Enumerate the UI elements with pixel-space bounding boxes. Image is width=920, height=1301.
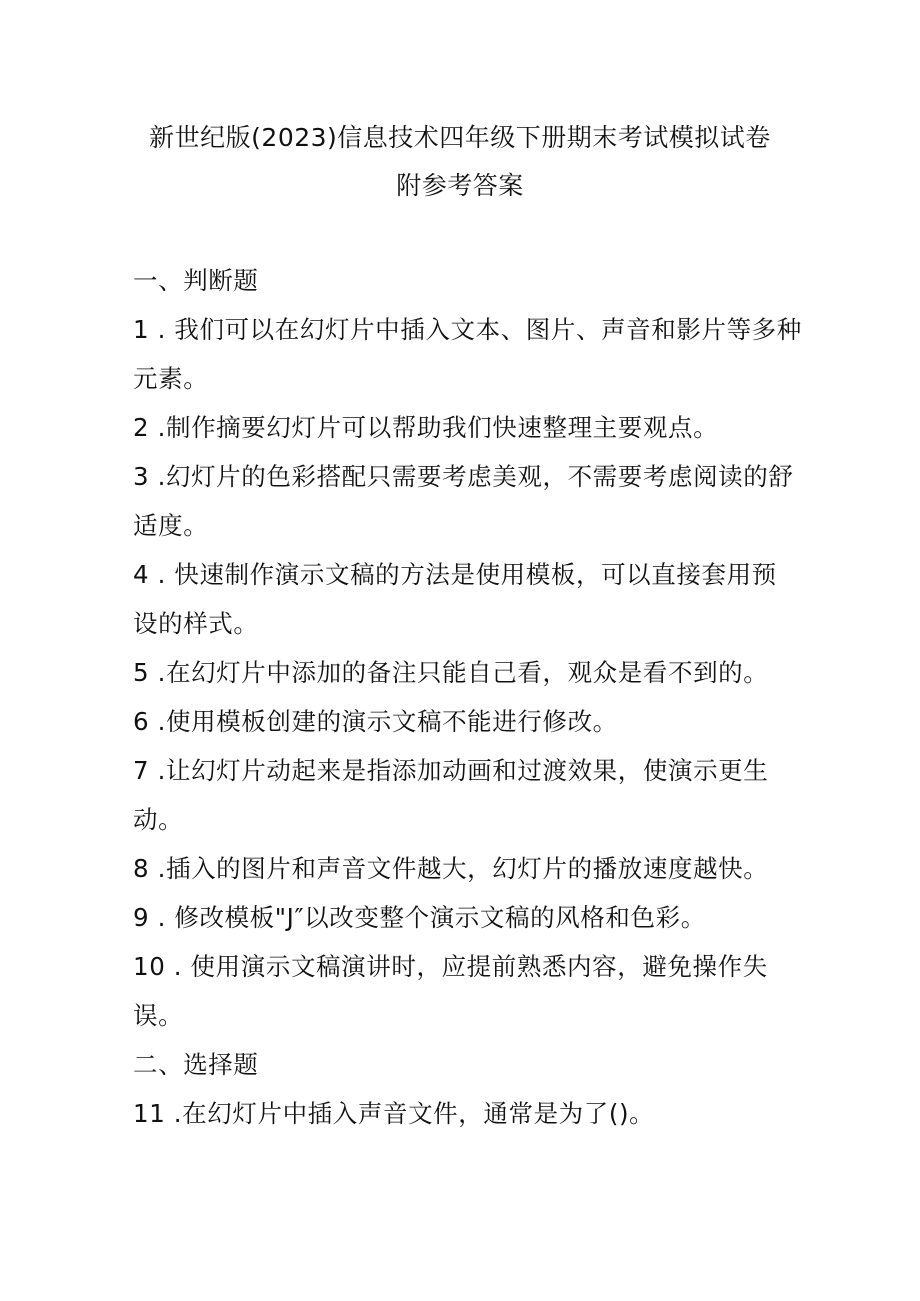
question-item bbox=[133, 901, 793, 935]
question-line bbox=[133, 411, 793, 445]
question-text: 误。 bbox=[133, 1001, 184, 1030]
question-line bbox=[133, 705, 793, 739]
question-text: . 使用演示文稿演讲时，应提前熟悉内容，避免操作失 bbox=[165, 952, 768, 981]
question-number: 10 bbox=[133, 952, 166, 981]
question-number: 6 bbox=[133, 707, 150, 736]
question-number: 1 bbox=[133, 315, 150, 344]
question-text: 设的样式。 bbox=[133, 609, 259, 638]
section-heading: 二、选择题 bbox=[133, 1050, 259, 1079]
question-item bbox=[133, 852, 793, 886]
question-text: .让幻灯片动起来是指添加动画和过渡效果，使演示更生 bbox=[149, 756, 769, 785]
question-text: .幻灯片的色彩搭配只需要考虑美观，不需要考虑阅读的舒 bbox=[149, 462, 794, 491]
question-number: 8 bbox=[133, 854, 150, 883]
question-item bbox=[133, 1097, 793, 1131]
question-number: 11 bbox=[133, 1099, 166, 1128]
question-number: 5 bbox=[133, 658, 150, 687]
question-item bbox=[133, 313, 802, 396]
question-line bbox=[133, 313, 802, 347]
question-line bbox=[133, 1097, 793, 1131]
question-text: 动。 bbox=[133, 805, 184, 834]
question-item bbox=[133, 558, 793, 641]
question-number: 7 bbox=[133, 756, 150, 785]
question-line bbox=[133, 607, 793, 641]
question-line bbox=[133, 999, 793, 1033]
question-line bbox=[133, 803, 793, 837]
question-text: . 我们可以在幻灯片中插入文本、图片、声音和影片等多种 bbox=[149, 315, 802, 344]
question-text: .在幻灯片中添加的备注只能自己看，观众是看不到的。 bbox=[149, 658, 769, 687]
question-text: . 修改模板"J″以改变整个演示文稿的风格和色彩。 bbox=[149, 903, 706, 932]
question-text: .在幻灯片中插入声音文件，通常是为了()。 bbox=[165, 1099, 655, 1128]
question-item bbox=[133, 656, 793, 690]
question-number: 9 bbox=[133, 903, 150, 932]
document-title: 新世纪版(2023)信息技术四年级下册期末考试模拟试卷 bbox=[149, 123, 771, 152]
question-line bbox=[133, 901, 793, 935]
document-subtitle: 附参考答案 bbox=[396, 171, 524, 200]
question-item bbox=[133, 754, 793, 837]
question-item bbox=[133, 460, 793, 543]
question-text: .插入的图片和声音文件越大，幻灯片的播放速度越快。 bbox=[149, 854, 769, 883]
question-text: . 快速制作演示文稿的方法是使用模板，可以直接套用预 bbox=[149, 560, 777, 589]
question-line bbox=[133, 852, 793, 886]
document-body bbox=[133, 264, 802, 1146]
question-line bbox=[133, 558, 793, 592]
question-line bbox=[133, 509, 793, 543]
question-text: .使用模板创建的演示文稿不能进行修改。 bbox=[149, 707, 618, 736]
question-item bbox=[133, 411, 793, 445]
question-text: .制作摘要幻灯片可以帮助我们快速整理主要观点。 bbox=[149, 413, 719, 442]
question-line bbox=[133, 362, 793, 396]
question-item bbox=[133, 705, 793, 739]
question-line bbox=[133, 950, 793, 984]
question-line bbox=[133, 656, 793, 690]
question-text: 元素。 bbox=[133, 364, 209, 393]
section-heading: 一、判断题 bbox=[133, 266, 259, 295]
question-text: 适度。 bbox=[133, 511, 209, 540]
question-line bbox=[133, 754, 793, 788]
question-item bbox=[133, 950, 793, 1033]
question-number: 4 bbox=[133, 560, 150, 589]
question-number: 3 bbox=[133, 462, 150, 491]
question-line bbox=[133, 460, 793, 494]
question-number: 2 bbox=[133, 413, 150, 442]
